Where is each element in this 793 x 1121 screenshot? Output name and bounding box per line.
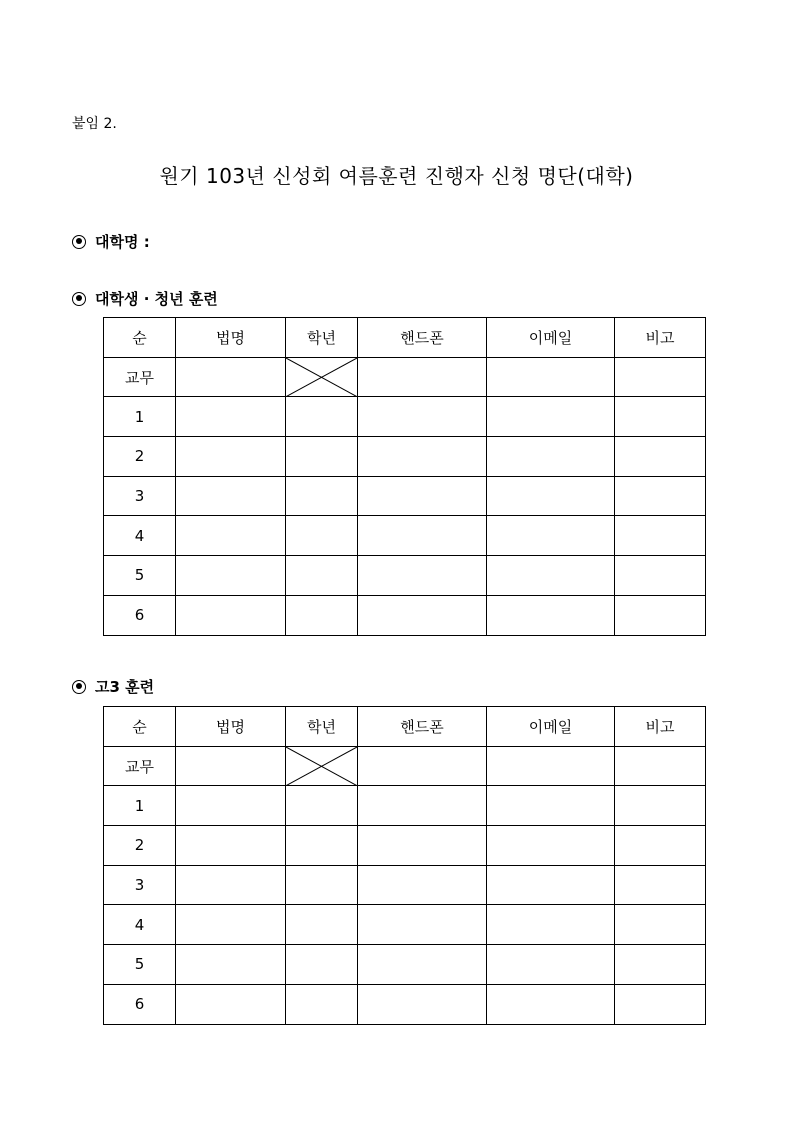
note-cell[interactable] [615, 357, 706, 397]
name-cell[interactable] [176, 984, 286, 1024]
note-cell[interactable] [615, 397, 706, 437]
email-cell[interactable] [487, 945, 615, 985]
grade-cell[interactable] [286, 397, 358, 437]
email-cell[interactable] [487, 516, 615, 556]
header-order: 순 [104, 707, 176, 747]
note-cell[interactable] [615, 826, 706, 866]
name-cell[interactable] [176, 945, 286, 985]
university-name-label [72, 231, 150, 252]
grade-cell[interactable] [286, 905, 358, 945]
table-row [104, 595, 706, 635]
header-phone: 핸드폰 [358, 707, 487, 747]
email-cell[interactable] [487, 826, 615, 866]
email-cell[interactable] [487, 865, 615, 905]
bullet-icon [72, 235, 86, 249]
email-cell[interactable] [487, 397, 615, 437]
university-label-text: 대학명 : [95, 233, 150, 251]
note-cell[interactable] [615, 865, 706, 905]
phone-cell[interactable] [358, 595, 487, 635]
header-grade: 학년 [286, 318, 358, 358]
name-cell[interactable] [176, 746, 286, 786]
header-email: 이메일 [487, 707, 615, 747]
row-number: 1 [104, 786, 176, 826]
note-cell[interactable] [615, 984, 706, 1024]
table-row [104, 905, 706, 945]
header-order: 순 [104, 318, 176, 358]
row-number: 6 [104, 595, 176, 635]
row-number: 2 [104, 437, 176, 477]
phone-cell[interactable] [358, 746, 487, 786]
section-label-text: 고3 훈련 [95, 678, 155, 696]
grade-cell[interactable] [286, 945, 358, 985]
bullet-icon [72, 680, 86, 694]
section-label-text: 대학생 · 청년 훈련 [95, 290, 218, 308]
phone-cell[interactable] [358, 826, 487, 866]
name-cell[interactable] [176, 826, 286, 866]
grade-cell-crossed [286, 746, 358, 786]
phone-cell[interactable] [358, 476, 487, 516]
note-cell[interactable] [615, 905, 706, 945]
email-cell[interactable] [487, 476, 615, 516]
grade-cell[interactable] [286, 865, 358, 905]
table-row [104, 786, 706, 826]
name-cell[interactable] [176, 556, 286, 596]
name-cell[interactable] [176, 786, 286, 826]
note-cell[interactable] [615, 476, 706, 516]
note-cell[interactable] [615, 556, 706, 596]
row-number: 5 [104, 556, 176, 596]
table-row [104, 865, 706, 905]
grade-cell[interactable] [286, 556, 358, 596]
row-number: 6 [104, 984, 176, 1024]
table-header-row [104, 707, 706, 747]
roster-table-highschool [103, 706, 706, 1025]
header-dharma-name: 법명 [176, 318, 286, 358]
attachment-label: 붙임 2. [72, 116, 117, 132]
phone-cell[interactable] [358, 516, 487, 556]
name-cell[interactable] [176, 595, 286, 635]
roster-table-university [103, 317, 706, 636]
note-cell[interactable] [615, 945, 706, 985]
email-cell[interactable] [487, 556, 615, 596]
email-cell[interactable] [487, 746, 615, 786]
cross-mark-icon [286, 747, 357, 786]
header-dharma-name: 법명 [176, 707, 286, 747]
name-cell[interactable] [176, 476, 286, 516]
email-cell[interactable] [487, 357, 615, 397]
name-cell[interactable] [176, 865, 286, 905]
row-number: 4 [104, 905, 176, 945]
header-phone: 핸드폰 [358, 318, 487, 358]
phone-cell[interactable] [358, 437, 487, 477]
page-title: 원기 103년 신성회 여름훈련 진행자 신청 명단(대학) [159, 164, 634, 188]
cross-mark-icon [286, 358, 357, 397]
table-row [104, 945, 706, 985]
email-cell[interactable] [487, 905, 615, 945]
table-row [104, 746, 706, 786]
table-header-row [104, 318, 706, 358]
bullet-icon [72, 292, 86, 306]
note-cell[interactable] [615, 437, 706, 477]
grade-cell[interactable] [286, 826, 358, 866]
table-row [104, 556, 706, 596]
phone-cell[interactable] [358, 984, 487, 1024]
table-row [104, 984, 706, 1024]
section-label-highschool [72, 676, 154, 697]
grade-cell[interactable] [286, 786, 358, 826]
row-number: 1 [104, 397, 176, 437]
email-cell[interactable] [487, 984, 615, 1024]
name-cell[interactable] [176, 397, 286, 437]
row-number: 5 [104, 945, 176, 985]
header-note: 비고 [615, 318, 706, 358]
email-cell[interactable] [487, 786, 615, 826]
phone-cell[interactable] [358, 786, 487, 826]
header-grade: 학년 [286, 707, 358, 747]
phone-cell[interactable] [358, 397, 487, 437]
phone-cell[interactable] [358, 945, 487, 985]
phone-cell[interactable] [358, 556, 487, 596]
email-cell[interactable] [487, 437, 615, 477]
note-cell[interactable] [615, 516, 706, 556]
grade-cell[interactable] [286, 984, 358, 1024]
phone-cell[interactable] [358, 865, 487, 905]
table-row [104, 437, 706, 477]
row-label: 교무 [104, 746, 176, 786]
name-cell[interactable] [176, 516, 286, 556]
table-row [104, 397, 706, 437]
row-number: 3 [104, 476, 176, 516]
table-row [104, 826, 706, 866]
row-number: 4 [104, 516, 176, 556]
note-cell[interactable] [615, 786, 706, 826]
row-label: 교무 [104, 357, 176, 397]
name-cell[interactable] [176, 357, 286, 397]
email-cell[interactable] [487, 595, 615, 635]
header-note: 비고 [615, 707, 706, 747]
section-label-university [72, 288, 218, 309]
header-email: 이메일 [487, 318, 615, 358]
note-cell[interactable] [615, 746, 706, 786]
grade-cell[interactable] [286, 595, 358, 635]
table-row [104, 476, 706, 516]
grade-cell[interactable] [286, 516, 358, 556]
name-cell[interactable] [176, 905, 286, 945]
note-cell[interactable] [615, 595, 706, 635]
table-row [104, 516, 706, 556]
row-number: 2 [104, 826, 176, 866]
phone-cell[interactable] [358, 357, 487, 397]
grade-cell[interactable] [286, 437, 358, 477]
grade-cell-crossed [286, 357, 358, 397]
table-row [104, 357, 706, 397]
grade-cell[interactable] [286, 476, 358, 516]
name-cell[interactable] [176, 437, 286, 477]
row-number: 3 [104, 865, 176, 905]
phone-cell[interactable] [358, 905, 487, 945]
